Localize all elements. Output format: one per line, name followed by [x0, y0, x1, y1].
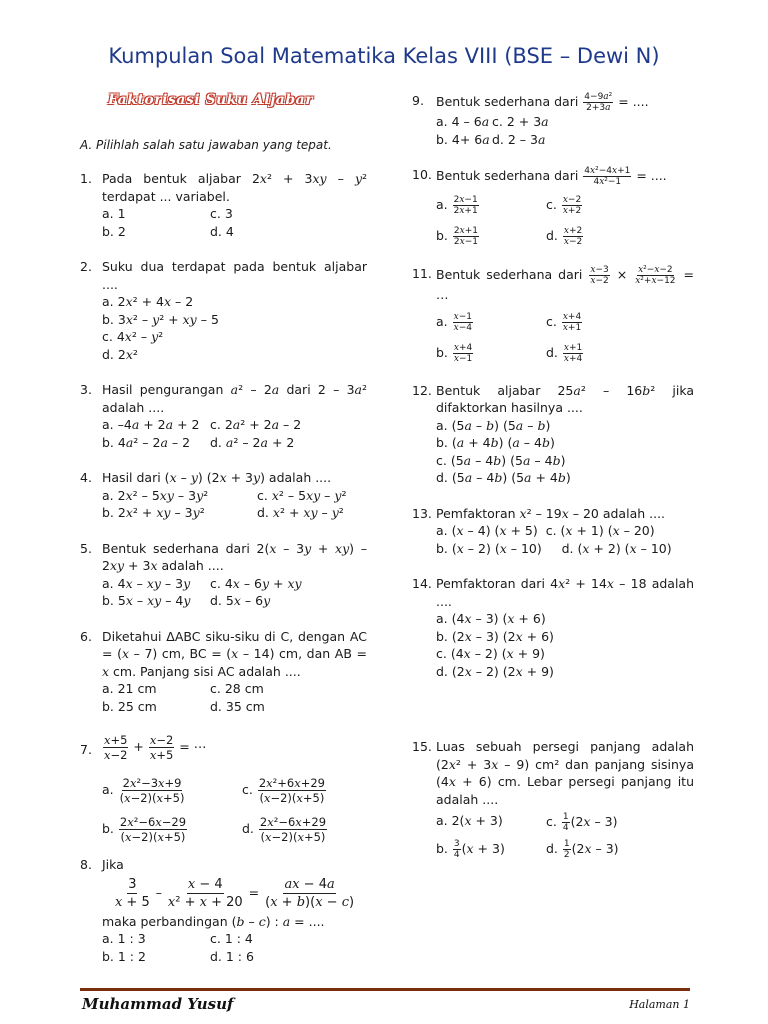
- question-5: 5. Bentuk sederhana dari 2(x – 3y + xy) – 2xy + 3x adalah .... a. 4x – xy – 3y c. 4x – 6y + xy b. 5x – xy – 4y d. 5x – 6y: [80, 540, 367, 608]
- question-7: 7. $\frac{x+5}{x-2}$ + $\frac{x-2}{x+5}$ = ⋯ a. $\frac{\text{2x²−3x+9}}{(x-2)(x+5)}$ c. $\frac{\text{2x²+6x+29}}{(x-2)(x+5)}$ b. $\frac{\text{2x²−6x−29}}{(x-2)(x+5)}$ d. $\frac{\text{2x²−6x+29}}{(x-2)(x+5)}$: [80, 733, 327, 844]
- section-title: Faktorisasi Suku Aljabar: [108, 92, 314, 108]
- question-3: 3. Hasil pengurangan a² – 2a dari 2 – 3a² adalah .... a. –4a + 2a + 2 c. 2a² + 2a – 2 b. 4a² – 2a – 2 d. a² – 2a + 2: [80, 382, 367, 450]
- question-2: 2. Suku dua terdapat pada bentuk aljabar .... a. 2x² + 4x – 2 b. 3x² – y² + xy – 5 c. 4x² – y² d. 2x²: [80, 259, 367, 362]
- question-12: 12. Bentuk aljabar 25a² – 16b² jika difaktorkan hasilnya .... a. (5a – b) (5a – b) b. (a + 4b) (a – 4b) c. (5a – 4b) (5a – 4b) d. (5a – 4b) (5a + 4b): [412, 382, 694, 485]
- question-4: 4. Hasil dari (x – y) (2x + 3y) adalah .... a. 2x² – 5xy – 3y² c. x² – 5xy – y² b. 2x² + xy – 3y² d. x² + xy – y²: [80, 470, 347, 520]
- question-11: 11. Bentuk sederhana dari $\frac{x-3}{x-2}$ × $\frac{\text{x²−x−2}}{\text{x²+x−12}}$ = … a. $\frac{x-1}{x-4}$ c. $\frac{x+4}{x+1}$ b. $\frac{x+4}{x-1}$ d. $\frac{x+1}{x+4}$: [412, 265, 695, 364]
- question-1: 1. Pada bentuk aljabar 2x² + 3xy – y² terdapat ... variabel. a. 1 c. 3 b. 2 d. 4: [80, 171, 368, 239]
- question-15: 15. Luas sebuah persegi panjang adalah (2x² + 3x – 9) cm² dan panjang sisinya (4x + 6) cm. Lebar persegi panjang itu adalah .... a. 2(x + 3) c. $\frac{1}{4}$ (2x – 3) b. $\frac{3}{4}$ (x + 3) d. $\frac{1}{2}$ (2x – 3): [412, 739, 694, 860]
- footer-divider: [80, 988, 690, 991]
- footer-author: Muhammad Yusuf: [82, 995, 234, 1013]
- instruction: A. Pilihlah salah satu jawaban yang tepat.: [80, 138, 332, 152]
- left-column: [80, 92, 367, 983]
- question-13: 13. Pemfaktoran x² – 19x – 20 adalah .... a. (x – 4) (x + 5) c. (x + 1) (x – 20) b. (x – 2) (x – 10) d. (x + 2) (x – 10): [412, 505, 672, 556]
- question-10: 10. Bentuk sederhana dari $\frac{\text{4x²−4x+1}}{\text{4x²−1}}$ = .... a. $\frac{2x-1}{2x+1}$ c. $\frac{x-2}{x+2}$ b. $\frac{2x+1}{2x-1}$ d. $\frac{x+2}{x-2}$: [412, 166, 667, 247]
- question-8: 8. Jika $\frac{3}{x + 5}$ – $\frac{x - 4}{\text{x² + x + 20}}$ = $\frac{ax - 4a}{(x + b)(x - c)}$ maka perbandingan (b – c) : a = .... a. 1 : 3 c. 1 : 4 b. 1 : 2 d. 1 : 6: [80, 857, 355, 964]
- page-title: Kumpulan Soal Matematika Kelas VIII (BSE – Dewi N): [108, 44, 660, 68]
- footer-page-number: Halaman 1: [629, 998, 690, 1011]
- question-9: 9. Bentuk sederhana dari $\frac{\text{4−9a²}}{2+3a}$ = .... a. 4 – 6a c. 2 + 3a b. 4+ 6a d. 2 – 3a: [412, 92, 649, 147]
- question-6: 6. Diketahui ΔABC siku-siku di C, dengan AC = (x – 7) cm, BC = (x – 14) cm, dan AB = x cm. Panjang sisi AC adalah .... a. 21 cm c. 28 cm b. 25 cm d. 35 cm: [80, 628, 367, 714]
- right-column: [412, 92, 694, 878]
- question-14: 14. Pemfaktoran dari 4x² + 14x – 18 adalah .... a. (4x – 3) (x + 6) b. (2x – 3) (2x + 6) c. (4x – 2) (x + 9) d. (2x – 2) (2x + 9): [412, 576, 695, 679]
